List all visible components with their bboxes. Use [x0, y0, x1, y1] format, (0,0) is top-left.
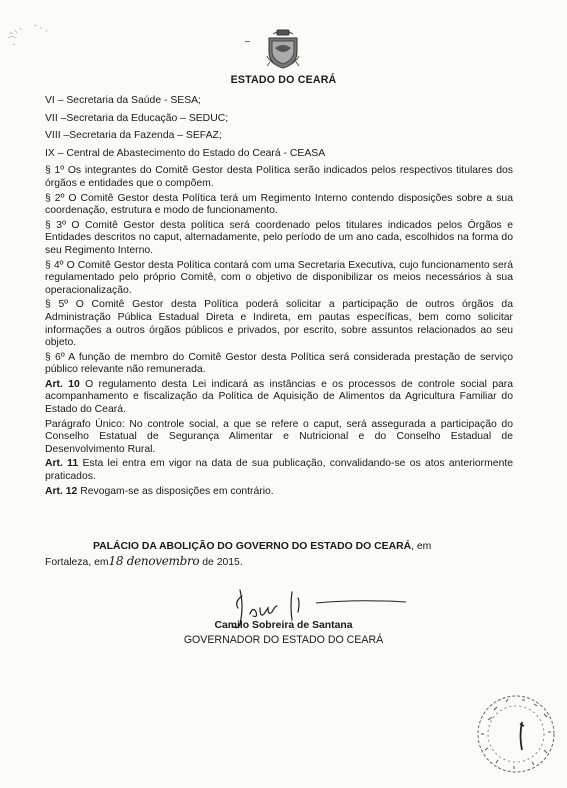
handwritten-month: novembro [140, 554, 200, 568]
article-10-label: Art. 10 [45, 378, 80, 390]
date-line [45, 554, 513, 570]
closing-block [45, 540, 513, 570]
paragraph-5: § 5º O Comitê Gestor desta Política poderá solicitar a participação de outros órgãos da Administração Pública Estadual Direta e Indireta, em pautas específicas, bem como solicitar informações a outros órgãos públicos e privados, por escrito, sobre assuntos relacionados ao seu objeto. [45, 299, 513, 349]
article-11 [45, 458, 513, 483]
list-item: VII –Secretaria da Educação – SEDUC; [45, 112, 229, 124]
article-12-text: Revogam-se as disposições em contrário. [77, 485, 274, 497]
article-10 [45, 379, 513, 417]
list-item: IX – Central de Abastecimento do Estado do Ceará - CEASA [45, 147, 326, 159]
paragrafo-unico: Parágrafo Único: No controle social, a que se refere o caput, será assegurada a participação do Conselho Estatual de Segurança Alimentar e Nutricional e do Conselho Estadual de Desenvolvimento Rural. [45, 418, 513, 455]
article-12 [45, 486, 513, 499]
paragraph-6: § 6º A função de membro do Comitê Gestor desta Política será considerada prestação de serviço público relevante não remunerada. [45, 351, 513, 376]
paragraph-3: § 3º O Comitê Gestor desta política será coordenado pelos titulares indicados pelos Órgãos e Entidades descritos no caput, alternadamente, pelo período de um ano cada, escolhidos na forma do seu Regimento Interno. [45, 219, 513, 256]
list-item: VIII –Secretaria da Fazenda – SEFAZ; [45, 130, 222, 142]
paragraph-1: § 1º Os integrantes do Comitê Gestor desta Política serão indicados pelos respectivos titulares dos órgãos e entidades que o compõem. [45, 165, 513, 189]
paragraph-4: § 4º O Comitê Gestor desta Política contará com uma Secretaria Executiva, cujo funcionamento será regulamentado pelo próprio Comitê, com o objetivo de disponibilizar os meios necessários à sua operacionalização. [45, 259, 513, 296]
closing-line [45, 540, 513, 554]
year-suffix: de 2015. [199, 557, 243, 568]
city-prefix: Fortaleza, em [45, 557, 109, 568]
article-11-text: Esta lei entra em vigor na data de sua publicação, convalidando-se os atos anteriormente praticados. [45, 458, 514, 483]
signatory-name: Camilo Sobreira de Santana [214, 620, 353, 631]
scan-artifact-icon [6, 22, 52, 52]
article-11-label: Art. 11 [45, 458, 79, 470]
document-header-title: ESTADO DO CEARÁ [230, 74, 337, 86]
handwritten-day: 18 [108, 554, 124, 568]
document-body [45, 95, 513, 500]
signature-flourish-icon [316, 600, 406, 604]
coat-of-arms-icon [264, 28, 302, 70]
official-stamp-icon [474, 692, 558, 776]
palace-name: PALÁCIO DA ABOLIÇÃO DO GOVERNO DO ESTADO DO CEARÁ [93, 541, 412, 552]
article-10-text: O regulamento desta Lei indicará as instâncias e os processos de controle social para acompanhamento e fiscalização da Política de Aquisição de Alimentos da Agricultura Familiar do Estado do Ceará. [45, 378, 513, 416]
scan-dash [245, 41, 250, 42]
closing-connector: , em [411, 541, 432, 552]
handwritten-de: de [123, 554, 141, 568]
list-item: VI – Secretaria da Saúde - SESA; [45, 95, 201, 106]
signatory-role: GOVERNADOR DO ESTADO DO CEARÁ [183, 634, 384, 646]
paragraph-2: § 2º O Comitê Gestor desta Política terá um Regimento Interno contendo disposições sobre a sua coordenação, estrutura e modo de funcionamento. [45, 192, 513, 217]
article-12-label: Art. 12 [45, 485, 78, 497]
